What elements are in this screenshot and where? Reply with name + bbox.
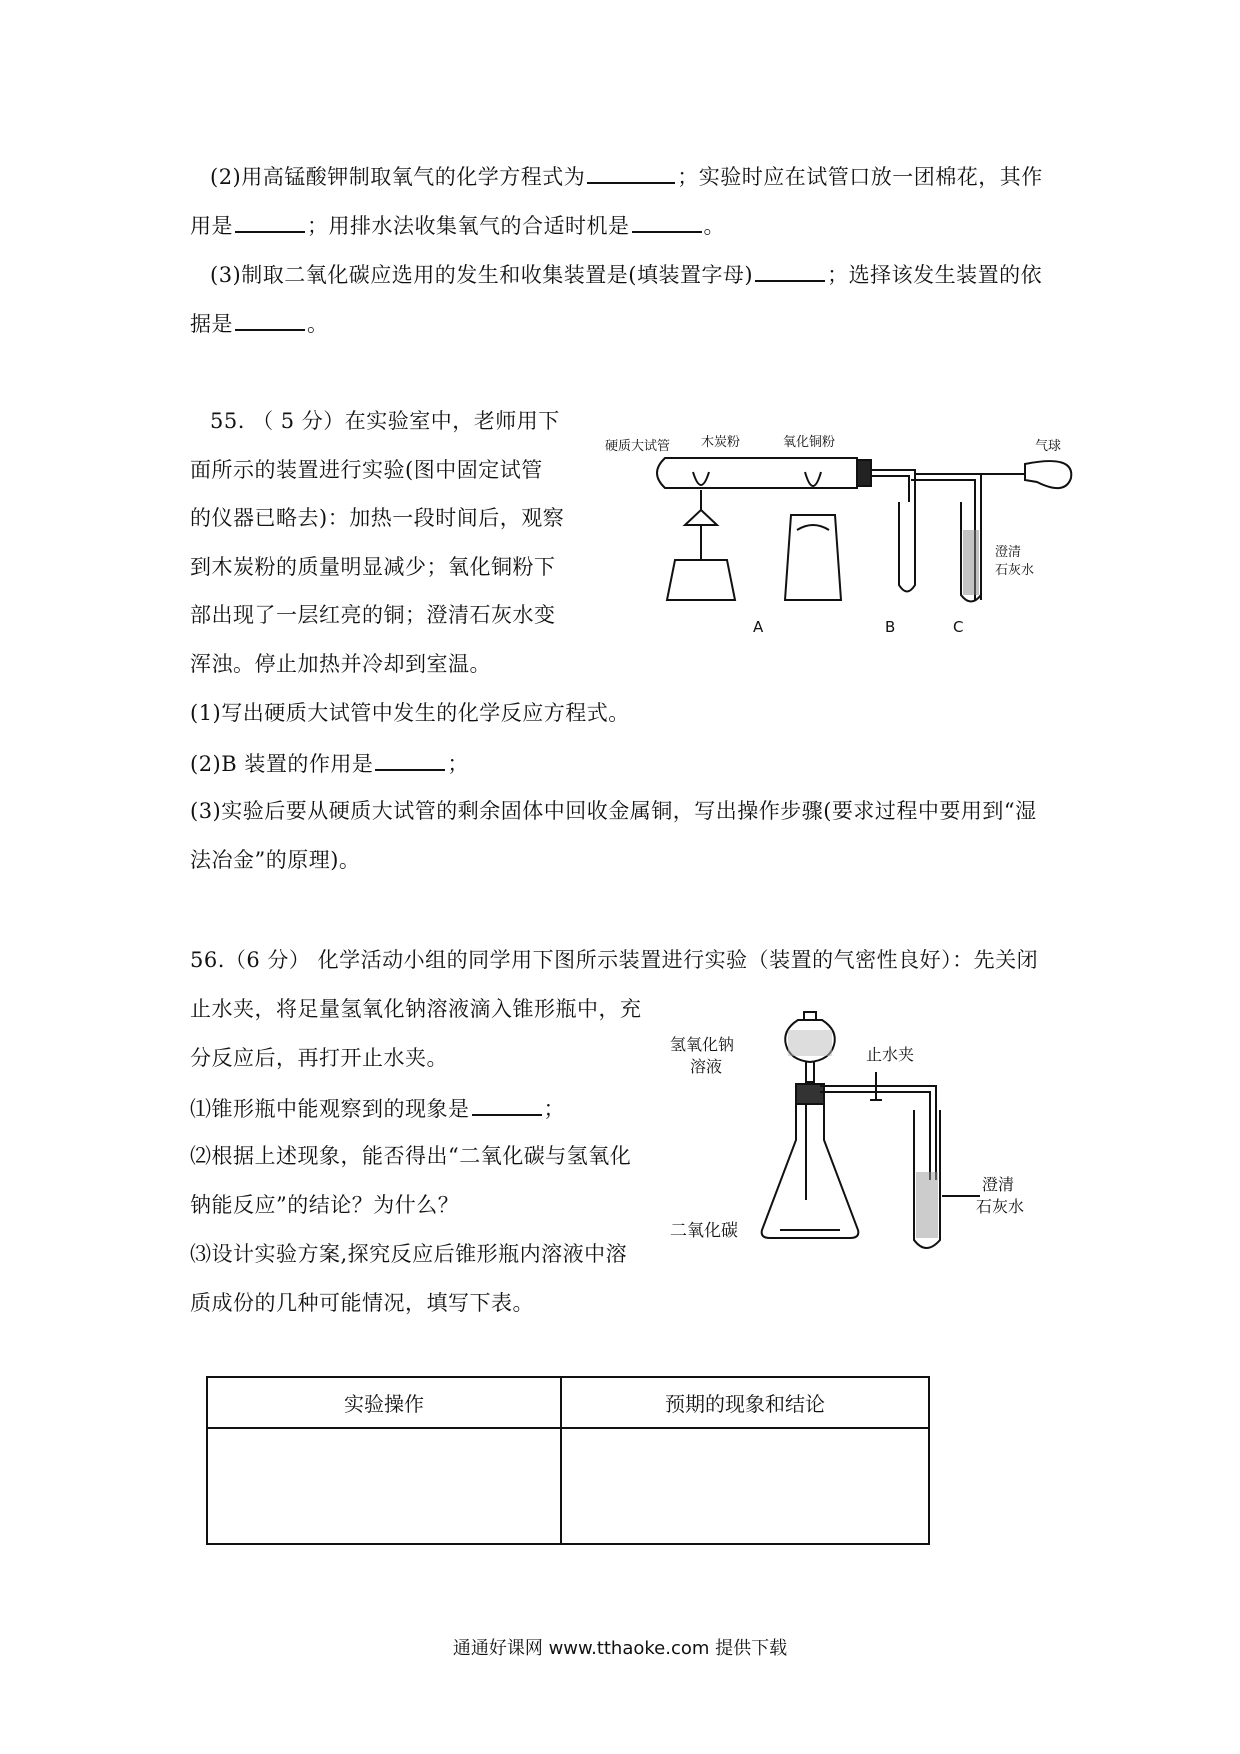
answer-blank[interactable] — [587, 160, 675, 184]
label-limewater-1: 澄清 — [995, 545, 1022, 560]
conical-flask — [762, 1104, 859, 1238]
q55-line-2: 面所示的装置进行实验(图中固定试管 — [190, 458, 543, 482]
answer-blank[interactable] — [235, 209, 305, 233]
q56-line2: 止水夹，将足量氢氧化钠溶液滴入锥形瓶中，充 — [190, 997, 642, 1021]
header-operation: 实验操作 — [207, 1377, 561, 1428]
burner-a-stand — [685, 490, 717, 525]
q56-line1: 56.（6 分） 化学活动小组的同学用下图所示装置进行实验（装置的气密性良好）：先关闭 — [190, 948, 1039, 972]
label-naoh-1: 氢氧化钠 — [670, 1035, 735, 1054]
alcohol-lamp-2 — [785, 515, 841, 600]
page-footer: 通通好课网 www.tthaoke.com 提供下载 — [452, 1638, 788, 1659]
label-cuo: 氧化铜粉 — [783, 435, 836, 450]
header-result: 预期的现象和结论 — [561, 1377, 929, 1428]
q55-apparatus-figure — [605, 410, 1075, 635]
limewater-liquid — [916, 1172, 938, 1238]
label-limewater-2: 石灰水 — [976, 1197, 1025, 1216]
q56-line3: 分反应后，再打开止水夹。 — [190, 1046, 448, 1070]
q55-line-6: 浑浊。停止加热并冷却到室温。 — [190, 652, 491, 676]
q54-part3-line1: (3)制取二氧化碳应选用的发生和收集装置是(填装置字母) ；选择该发生装置的依 — [210, 258, 1042, 290]
answer-blank[interactable] — [632, 209, 702, 233]
answer-cell-operation[interactable] — [207, 1428, 561, 1544]
answer-blank[interactable] — [472, 1092, 542, 1116]
label-charcoal: 木炭粉 — [701, 435, 741, 450]
q55-line-4: 到木炭粉的质量明显减少；氧化铜粉下 — [190, 555, 556, 579]
label-clamp: 止水夹 — [866, 1045, 915, 1064]
q56-sub2-line1: ⑵根据上述现象，能否得出“二氧化碳与氢氧化 — [190, 1144, 632, 1168]
limewater-fill — [963, 530, 979, 595]
q55-line-3: 的仪器已略去)：加热一段时间后，观察 — [190, 506, 565, 530]
q56-sub3-line2: 质成份的几种可能情况，填写下表。 — [190, 1291, 534, 1315]
q55-line-1: 55. （ 5 分）在实验室中，老师用下 — [210, 409, 560, 433]
answer-table — [206, 1376, 930, 1545]
q55-sub3-line1: (3)实验后要从硬质大试管的剩余固体中回收金属铜，写出操作步骤(要求过程中要用到“湿 — [190, 799, 1037, 823]
q55-line-5: 部出现了一层红亮的铜；澄清石灰水变 — [190, 603, 556, 627]
label-limewater-1: 澄清 — [982, 1175, 1015, 1194]
label-naoh-2: 溶液 — [690, 1057, 723, 1076]
q55-sub1: (1)写出硬质大试管中发生的化学反应方程式。 — [190, 701, 630, 725]
label-co2: 二氧化碳 — [670, 1221, 738, 1241]
alcohol-lamp — [667, 560, 735, 600]
flask-stopper — [796, 1084, 824, 1104]
label-balloon: 气球 — [1035, 439, 1062, 454]
answer-blank[interactable] — [235, 307, 305, 331]
label-b: B — [885, 618, 896, 635]
q54-part3-line2: 据是 。 — [190, 307, 329, 339]
tube-stopper — [857, 460, 871, 486]
q55-sub2: (2)B 装置的作用是 ； — [190, 747, 469, 779]
q54-part2-line1: (2)用高锰酸钾制取氧气的化学方程式为 ；实验时应在试管口放一团棉花，其作 — [210, 160, 1043, 192]
hard-glass-tube-shape — [657, 458, 857, 488]
table-row — [207, 1428, 929, 1544]
answer-cell-result[interactable] — [561, 1428, 929, 1544]
answer-blank[interactable] — [375, 747, 445, 771]
q54-part2-line2: 用是 ；用排水法收集氧气的合适时机是 。 — [190, 209, 725, 241]
q56-apparatus-figure — [670, 1000, 1050, 1270]
q56-sub1: ⑴锥形瓶中能观察到的现象是 ； — [190, 1092, 565, 1124]
balloon — [1025, 461, 1071, 488]
answer-blank[interactable] — [755, 258, 825, 282]
table-header-row — [207, 1377, 929, 1428]
test-tube-b — [899, 502, 915, 592]
q55-sub3-line2: 法冶金”的原理)。 — [190, 848, 361, 872]
label-hard-tube: 硬质大试管 — [605, 439, 671, 454]
naoh-solution-liquid — [788, 1030, 832, 1056]
label-a: A — [753, 618, 764, 635]
label-c: C — [953, 618, 964, 635]
q56-sub2-line2: 钠能反应”的结论？为什么？ — [190, 1193, 460, 1217]
q56-sub3-line1: ⑶设计实验方案,探究反应后锥形瓶内溶液中溶 — [190, 1242, 628, 1266]
label-limewater-2: 石灰水 — [995, 563, 1035, 578]
